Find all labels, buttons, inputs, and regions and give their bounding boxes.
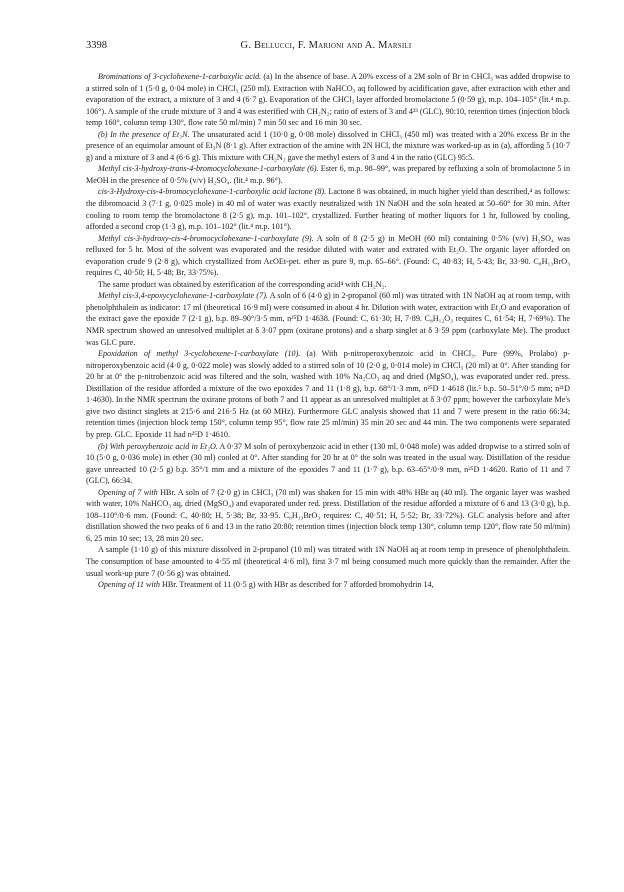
paragraph-heading: Opening of 11 with — [98, 580, 160, 590]
paragraph-text: The same product was obtained by esterification of the corresponding acid⁴ with CH₂N₂. — [98, 279, 387, 289]
paragraph-heading: Methyl cis-3-hydroxy-trans-4-bromocyclohexane-1-carboxylate (6). — [98, 164, 319, 174]
paragraph-text: A 0·37 M soln of peroxybenzoic acid in ether (130 ml, 0·048 mole) was added dropwise to a stirred soln of 10 (5·0 g, 0·036 mole) in ether (30 ml) cooled at 0°. After standing for 20 hr at 0° the soln was treated in the usual way. Distillation of the residue gave unreacted 10 (2·5 g) b.p. 35°/1 mm and a mixture of the epoxides 7 and 11 (1·7 g), b.p. 63–65°/0·9 mm, n²⁵D 1·4620. Ratio of 11 and 7 (GLC), 66:34. — [86, 441, 571, 486]
paragraph — [86, 487, 570, 545]
paragraph-text: (a) In the absence of base. A 20% excess of a 2M soln of Br in CHCl₃ was added dropwise to a stirred soln of 1 (5·0 g, 0·04 mole) in CHCl₃ (250 ml). Extraction with NaHCO₃ aq followed by acidification gave, after extraction with ether and evaporation of the extract, a mixture of 3 and 4 (6·7 g). Evaporation of the CHCl₃ layer afforded bromolactone 5 (0·59 g), m.p. 104–105° (lit.⁴ m.p. 106°). A sample of the crude mixture of 3 and 4 was esterified with CH₂N₂; ratio of esters of 3 and 4²³ (GLC), 90:10, retention times (injection block temp 160°, column temp 130°, flow rate 50 ml/min) 7 min 50 sec and 16 min 30 sec. — [86, 72, 571, 128]
paragraph-heading: Opening of 7 with — [98, 487, 158, 497]
paragraph — [86, 71, 570, 129]
paragraph-heading: cis-3-Hydroxy-cis-4-bromocyclohexane-1-carboxylic acid lactone (8). — [98, 187, 327, 197]
paragraph-text: Ester 6, m.p. 98–99°, was prepared by refluxing a soln of bromolactone 5 in MeOH in the presence of 0·5% (v/v) H₂SO₄. (lit.⁴ m.p. 96°). — [86, 164, 571, 185]
paragraph-text: (a) With p-nitroperoxybenzoic acid in CHCl₃. Pure (99%, Prolabo) p-nitroperoxybenzoic acid (4·0 g, 0·022 mole) was slowly added to a stirred soln of 10 (2·0 g, 0·014 mole) in CHCl₃ (20 ml) at 0°. After standing for 20 hr at 0° the p-nitrobenzoic acid was filtered and the soln, washed with 10% Na₂CO₃ aq and dried (MgSO₄), was evaporated under red. press. Distillation of the residue afforded a mixture of the two epoxides 7 and 11 (1·8 g), b.p. 68°/1·3 mm, n²⁵D 1·4618 (lit.⁵ b.p. 50–51°/0·5 mm; n²¹D 1·4630). In the NMR spectrum the oxirane protons of both 7 and 11 appear as an unresolved multiplet at δ 3·07 ppm; however the carboxylate Me's give two distinct singlets at 215·6 and 216·5 Hz (at 60 MHz). Furthermore GLC analysis showed that 11 and 7 were present in the ratio 66:34; retention times (injection block temp 150°, column temp 95°, flow rate 25 ml/min) 35 min 20 sec and 44 min. The two components were separated by prep. GLC. Epoxide 11 had n²⁵D 1·4610. — [86, 349, 571, 439]
paragraph-text: The unsaturated acid 1 (10·0 g, 0·08 mole) dissolved in CHCl₃ (450 ml) was treated with a 20% excess Br in the presence of an equimolar amount of Et₃N (8·1 g). After extraction of the amine with 2N HCl, the mixture was worked-up as in (a), affording 5 (10·7 g) and a mixture of 3 and 4 (6·6 g). This mixture with CH₂N₂ gave the methyl esters of 3 and 4 in the ratio (GLC) 95:5. — [86, 129, 570, 162]
page-number: 3398 — [86, 40, 107, 51]
experimental-text — [86, 71, 570, 591]
paragraph-text: A sample (1·10 g) of this mixture dissolved in 2-propanol (10 ml) was titrated with 1N NaOH aq at room temp in presence of phenolphthalein. The consumption of base amounted to 4·55 ml (theoretical 4·6 ml), first 3·7 ml being consumed much more quickly than the remainder. After the usual work-up pure 7 (0·56 g) was obtained. — [86, 545, 570, 578]
paragraph — [86, 290, 570, 348]
paragraph-heading: Methyl cis-3-hydroxy-cis-4-bromocyclohexane-1-carboxylate (9). — [98, 233, 314, 243]
paragraph — [86, 348, 570, 440]
paragraph — [86, 579, 570, 591]
paragraph — [86, 233, 570, 279]
paragraph-text: HBr. A soln of 7 (2·0 g) in CHCl₃ (70 ml) was shaken for 15 min with 48% HBr aq (40 ml). The organic layer was washed with water, 10% NaHCO₃ aq, dried (MgSO₄) and evaporated under red. press. Distillation of the residue afforded a mixture of 6 and 13 (3·0 g), b.p. 108–110°/0·6 mm. (Found: C, 40·80; H, 5·38; Br, 33·95. C₈H₁₃BrO₃ requires: C, 40·51; H, 5·52; Br, 33·72%). GLC analysis before and after distillation showed the two peaks of 6 and 13 in the ratio 20:80; retention times (injection block temp 130°, column temp 120°, flow rate 50 ml/min) 6, 25 min 10 sec; 13, 28 min 20 sec. — [86, 487, 570, 543]
paragraph — [86, 441, 570, 487]
paragraph-heading: Brominations of 3-cyclohexene-1-carboxylic acid. — [98, 72, 262, 81]
paragraph-heading: Epoxidation of methyl 3-cyclohexene-1-carboxylate (10). — [98, 349, 301, 359]
paragraph-text: HBr. Treatment of 11 (0·5 g) with HBr as described for 7 afforded bromohydrin 14, — [159, 580, 434, 590]
paragraph — [86, 186, 570, 232]
paragraph-heading: (b) In the presence of Et₃N. — [98, 129, 190, 139]
paragraph-heading: (b) With peroxybenzoic acid in Et₂O. — [98, 441, 218, 451]
paragraph — [86, 129, 570, 164]
running-authors: G. Bellucci, F. Marioni and A. Marsili — [240, 40, 412, 51]
paragraph-text: A soln of 6 (4·0 g) in 2-propanol (60 ml) was titrated with 1N NaOH aq at room temp, with phenolphthalein as indicator: 17 ml (theoretical 16·9 ml) were consumed in about 4 hr. Dilution with water, extraction with Et₂O and evaporation of the extract gave the epoxide 7 (2·1 g), b.p. 89–90°/3·5 mm, n²⁵D 1·4638. (Found: C, 61·30; H, 7·89. C₈H₁₂O₃ requires C, 61·54; H, 7·69%). The NMR spectrum showed an unresolved multiplet at δ 3·07 ppm (oxirane protons) and a sharp singlet at δ 3·59 ppm (carboxylate Me). The product was GLC pure. — [86, 291, 570, 347]
paragraph-heading: Methyl cis-3,4-epoxycyclohexane-1-carboxylate (7). — [98, 291, 268, 301]
paragraph — [86, 163, 570, 186]
running-header — [86, 40, 566, 54]
paragraph — [86, 279, 570, 291]
paragraph-text: Lactone 8 was obtained, in much higher yield than described,⁴ as follows: the dibromoacid 3 (7·1 g, 0·025 mole) in 40 ml of water was exactly neutralized with 1N NaOH and the soln heated at 50–60° for 30 min. After cooling to room temp the bromolactone 8 (2·5 g), m.p. 101–102°, crystallized. Further heating of mother liquors for 1 hr, followed by cooling, afforded a second crop (1·3 g), m.p. 101–102° (lit.⁴ m.p. 101°). — [86, 187, 571, 232]
paragraph — [86, 544, 570, 579]
paragraph-text: A soln of 8 (2·5 g) in MeOH (60 ml) containing 0·5% (v/v) H₂SO₄ was refluxed for 5 hr. Most of the solvent was evaporated and the residue diluted with water and extrated with Et₂O. The organic layer afforded on evaporation crude 9 (2·8 g), which crystallized from AcOEt-pet. ether as pure 9, m.p. 65–66°. (Found: C, 40·83; H, 5·43; Br, 33·90. C₈H₁₃BrO₃ requires C, 40·50; H, 5·48; Br, 33·75%). — [86, 233, 570, 278]
